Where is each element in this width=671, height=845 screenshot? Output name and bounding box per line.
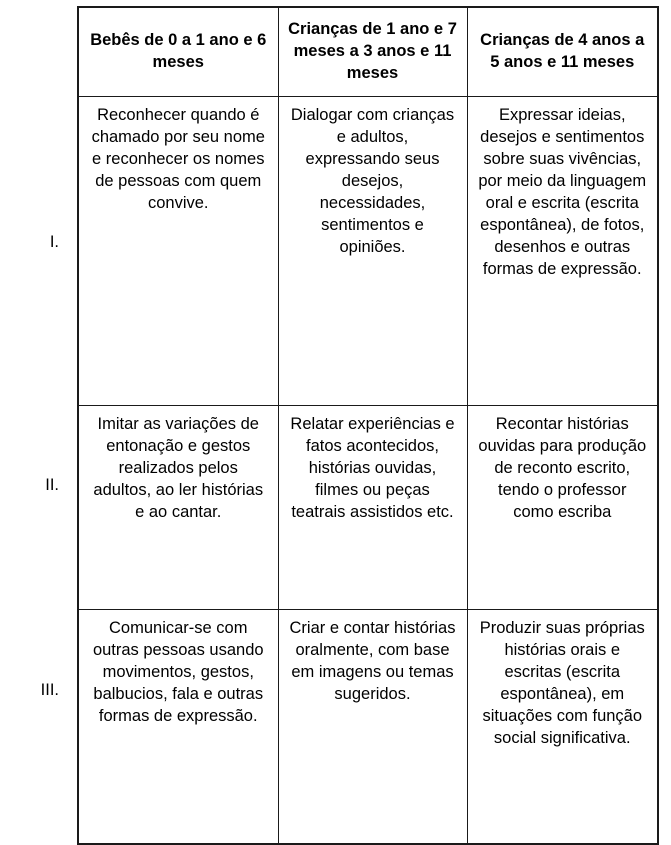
row-label-1: I. (49, 233, 59, 252)
cell-text: Comunicar-se com outras pessoas usando movimentos, gestos, balbucios, fala e outras formas de expressão. (92, 618, 264, 725)
cell-text: Criar e contar histórias oralmente, com base em imagens ou temas sugeridos. (289, 618, 456, 703)
table-container (0, 6, 671, 845)
cell-r2-c1 (78, 405, 278, 609)
cell-r1-c3 (467, 96, 658, 405)
row-label-3: III. (40, 680, 59, 699)
cell-text: Dialogar com crianças e adultos, expressando seus desejos, necessidades, sentimentos e opiniões. (290, 105, 455, 257)
row-label-gutter (0, 6, 77, 845)
table-row (78, 405, 658, 609)
row-label-2: II. (45, 475, 59, 494)
column-header-toddlers: Crianças de 1 ano e 7 meses a 3 anos e 11 meses (278, 7, 467, 96)
cell-r1-c1 (78, 96, 278, 405)
header-row (78, 7, 658, 96)
cell-r2-c2 (278, 405, 467, 609)
table-row (78, 96, 658, 405)
column-header-preschool: Crianças de 4 anos a 5 anos e 11 meses (467, 7, 658, 96)
cell-text: Imitar as variações de entonação e gestos realizados pelos adultos, ao ler histórias e ao cantar. (93, 414, 264, 521)
cell-text: Recontar histórias ouvidas para produção de reconto escrito, tendo o professor como escriba (478, 414, 647, 521)
column-header-babies: Bebês de 0 a 1 ano e 6 meses (78, 7, 278, 96)
table-row (78, 609, 658, 844)
cell-text: Produzir suas próprias histórias orais e escritas (escrita espontânea), em situações com função social significativa. (479, 618, 645, 748)
cell-r3-c2 (278, 609, 467, 844)
cell-text: Expressar ideias, desejos e sentimentos sobre suas vivências, por meio da linguagem oral e escrita (escrita espontânea), de fotos, desenhos e outras formas de expressão. (478, 105, 647, 279)
row-label-gutter-header-spacer (0, 6, 77, 95)
cell-text: Relatar experiências e fatos acontecidos, histórias ouvidas, filmes ou peças teatrais assistidos etc. (290, 414, 455, 521)
cell-r3-c1 (78, 609, 278, 844)
cell-r2-c3 (467, 405, 658, 609)
table-body (78, 96, 658, 844)
cell-text: Reconhecer quando é chamado por seu nome e reconhecer os nomes de pessoas com quem convive. (91, 105, 265, 212)
cell-r3-c3 (467, 609, 658, 844)
cell-r1-c2 (278, 96, 467, 405)
table-header (78, 7, 658, 96)
competencies-table (77, 6, 659, 845)
